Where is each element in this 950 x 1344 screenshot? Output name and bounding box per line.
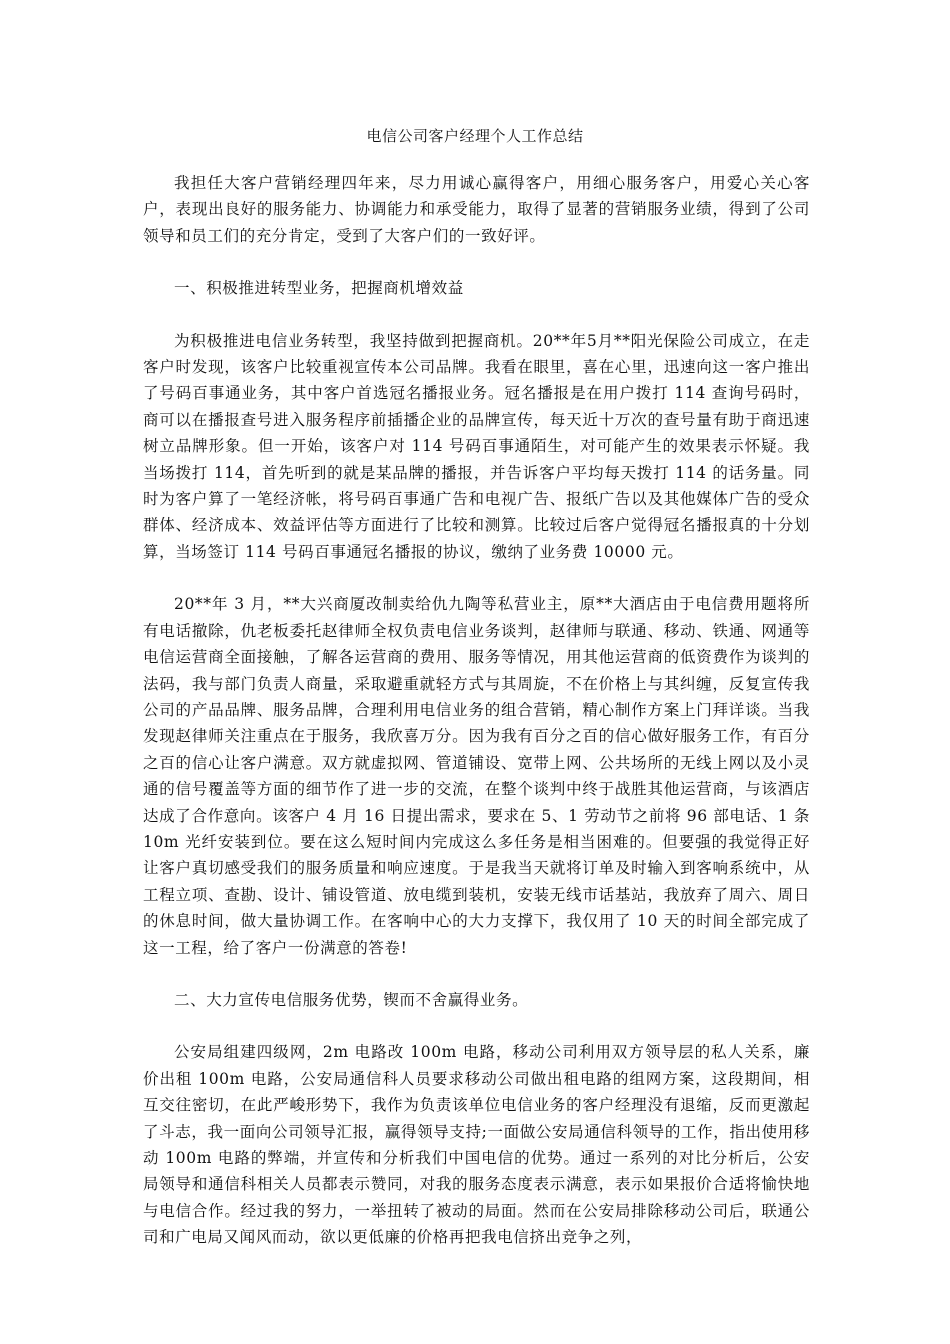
section-heading-2: 二、大力宣传电信服务优势，锲而不舍赢得业务。: [174, 990, 529, 1009]
paragraph-intro: 我担任大客户营销经理四年来，尽力用诚心赢得客户，用细心服务客户，用爱心关心客户，表现出良好的服务能力、协调能力和承受能力，取得了显著的营销服务业绩，得到了公司领导和员工们的充分肯定，受到了大客户们的一致好评。: [143, 174, 810, 245]
paragraph-section1-a: 为积极推进电信业务转型，我坚持做到把握商机。20**年5月**阳光保险公司成立，在走客户时发现，该客户比较重视宣传本公司品牌。我看在眼里，喜在心里，迅速向这一客户推出了号码百事通业务，其中客户首选冠名播报业务。冠名播报是在用户拨打 114 查询号码时，商可以在播报查号进入服务程序前插播企业的品牌宣传，每天近十万次的查号量有助于商迅速树立品牌形象。但一开始，该客户对 114 号码百事通陌生，对可能产生的效果表示怀疑。我当场拨打 114，首先听到的就是某品牌的播报，并告诉客户平均每天拨打 114 的话务量。同时为客户算了一笔经济帐，将号码百事通广告和电视广告、报纸广告以及其他媒体广告的受众群体、经济成本、效益评估等方面进行了比较和测算。比较过后客户觉得冠名播报真的十分划算，当场签订 114 号码百事通冠名播报的协议，缴纳了业务费 10000 元。: [143, 331, 810, 561]
paragraph-section1-b: 20**年 3 月，**大兴商厦改制卖给仇九陶等私营业主，原**大酒店由于电信费用题将所有电话撤除，仇老板委托赵律师全权负责电信业务谈判，赵律师与联通、移动、铁通、网通等电信运营商全面接触，了解各运营商的费用、服务等情况，用其他运营商的低资费作为谈判的法码，我与部门负责人商量，采取避重就轻方式与其周旋，不在价格上与其纠缠，反复宣传我公司的产品品牌、服务品牌，合理利用电信业务的组合营销，精心制作方案上门拜详谈。当我发现赵律师关注重点在于服务，我欣喜万分。因为我有百分之百的信心做好服务工作，有百分之百的信心让客户满意。双方就虚拟网、管道铺设、宽带上网、公共场所的无线上网以及小灵通的信号覆盖等方面的细节作了进一步的交流，在整个谈判中终于战胜其他运营商，与该酒店达成了合作意向。该客户 4 月 16 日提出需求，要求在 5、1 劳动节之前将 96 部电话、1 条 10m 光纤安装到位。要在这么短时间内完成这么多任务是相当困难的。但要强的我觉得正好让客户真切感受我们的服务质量和响应速度。于是我当天就将订单及时输入到客响系统中，从工程立项、查勘、设计、铺设管道、放电缆到装机，安装无线市话基站，我放弃了周六、周日的休息时间，做大量协调工作。在客响中心的大力支撑下，我仅用了 10 天的时间全部完成了这一工程，给了客户一份满意的答卷!: [143, 595, 810, 957]
paragraph-section2-a: 公安局组建四级网，2m 电路改 100m 电路，移动公司利用双方领导层的私人关系，廉价出租 100m 电路，公安局通信科人员要求移动公司做出租电路的组网方案，这段期间，相互交往密切，在此严峻形势下，我作为负责该单位电信业务的客户经理没有退缩，反而更激起了斗志，我一面向公司领导汇报，赢得领导支持;一面做公安局通信科领导的工作，指出使用移动 100m 电路的弊端，并宣传和分析我们中国电信的优势。通过一系列的对比分析后，公安局领导和通信科相关人员都表示赞同，对我的服务态度表示满意，表示如果报价合适将愉快地与电信合作。经过我的努力，一举扭转了被动的局面。然而在公安局排除移动公司后，联通公司和广电局又闻风而动，欲以更低廉的价格再把我电信挤出竞争之列，: [143, 1043, 810, 1247]
document-body: [143, 170, 810, 1251]
document-title: 电信公司客户经理个人工作总结: [366, 127, 584, 145]
section-heading-1: 一、积极推进转型业务，把握商机增效益: [174, 279, 464, 298]
